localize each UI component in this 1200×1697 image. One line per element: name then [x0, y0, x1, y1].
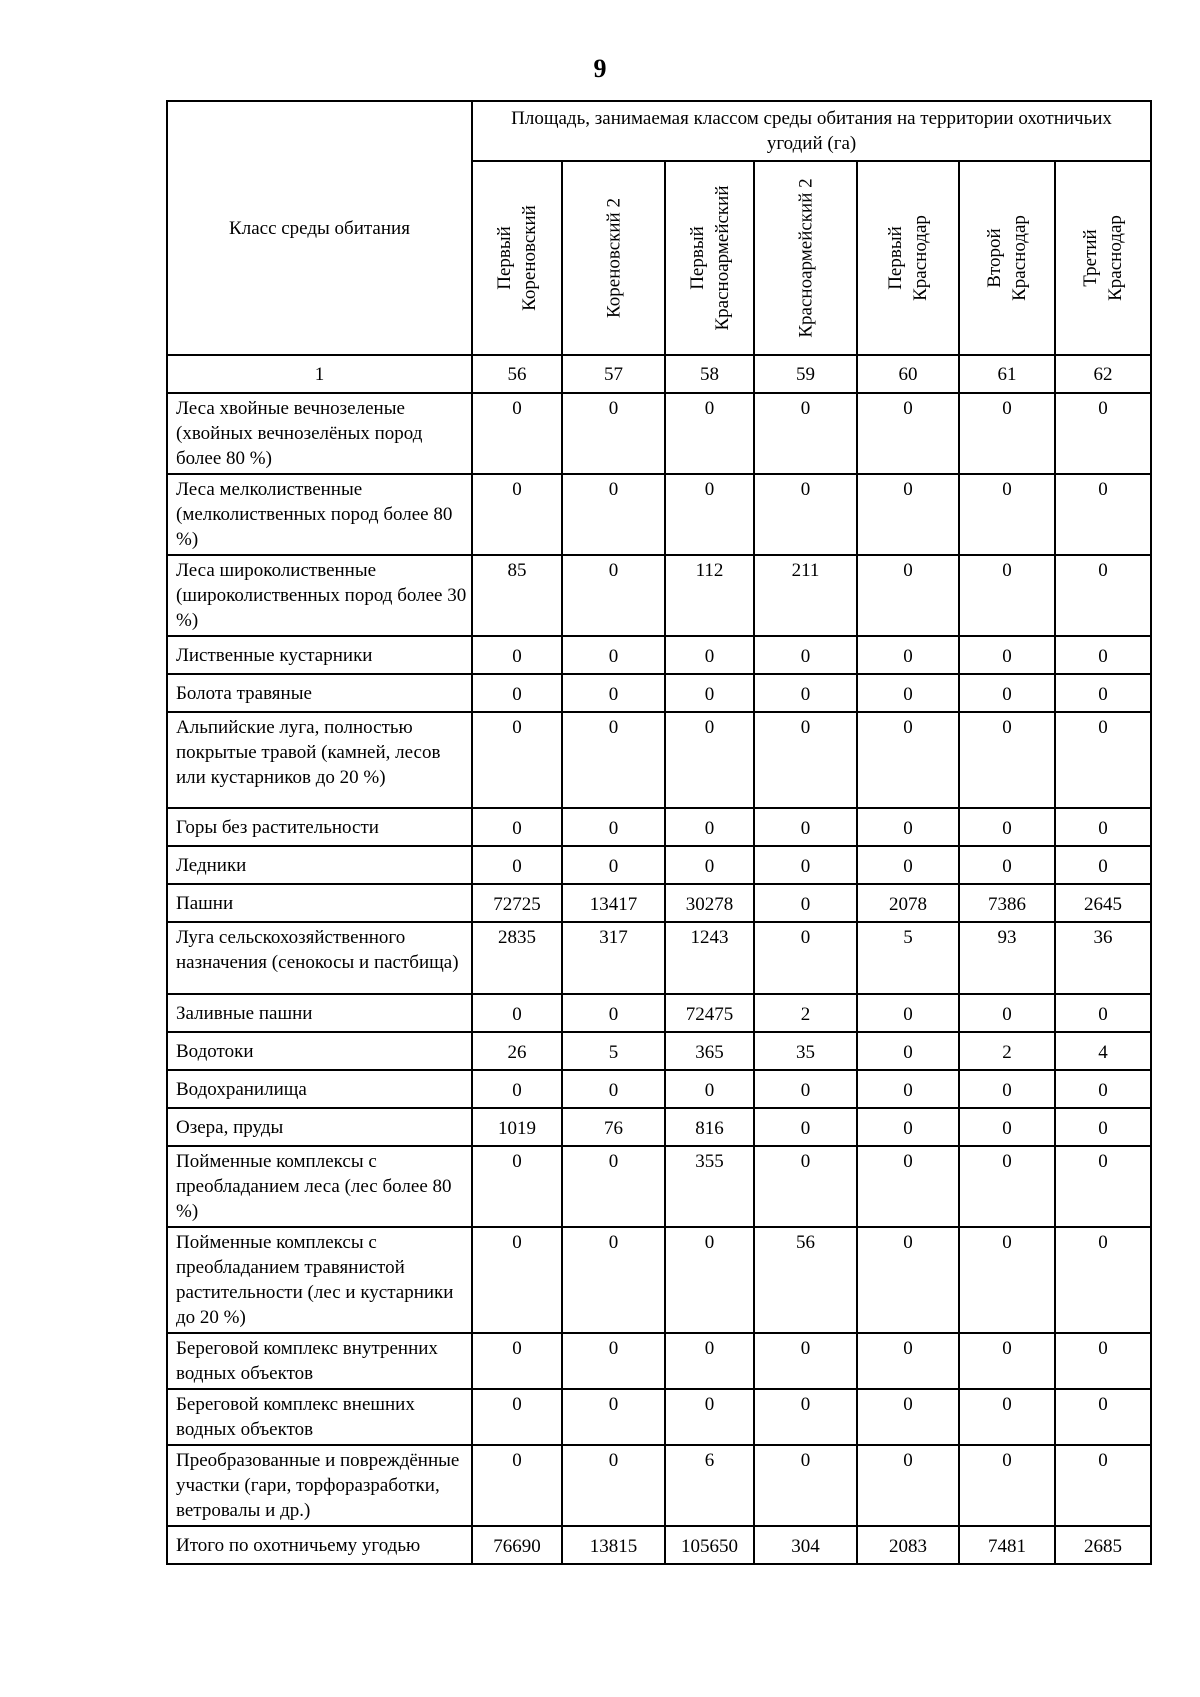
area-value-cell: 4 — [1055, 1032, 1151, 1070]
area-value-cell: 2083 — [857, 1526, 959, 1564]
table-row — [167, 555, 1151, 636]
area-value-cell: 0 — [959, 393, 1055, 474]
area-value-cell: 0 — [562, 1389, 665, 1445]
column-number-cell: 1 — [167, 355, 472, 393]
habitat-class-label: Ледники — [167, 846, 472, 884]
area-value-cell: 1243 — [665, 922, 754, 994]
area-value-cell: 93 — [959, 922, 1055, 994]
column-header — [857, 161, 959, 355]
area-value-cell: 2078 — [857, 884, 959, 922]
area-value-cell: 0 — [472, 393, 562, 474]
area-value-cell: 0 — [754, 1333, 857, 1389]
area-value-cell: 304 — [754, 1526, 857, 1564]
habitat-class-label: Леса хвойные вечнозеленые (хвойных вечнозелёных пород более 80 %) — [167, 393, 472, 474]
class-header: Класс среды обитания — [167, 101, 472, 355]
area-value-cell: 0 — [562, 1333, 665, 1389]
area-value-cell: 0 — [1055, 808, 1151, 846]
area-value-cell: 85 — [472, 555, 562, 636]
table-row — [167, 1108, 1151, 1146]
area-value-cell: 0 — [562, 808, 665, 846]
area-value-cell: 0 — [857, 1389, 959, 1445]
area-value-cell: 0 — [1055, 393, 1151, 474]
table-row — [167, 1032, 1151, 1070]
area-value-cell: 105650 — [665, 1526, 754, 1564]
column-number-cell: 56 — [472, 355, 562, 393]
area-value-cell: 0 — [562, 1227, 665, 1333]
area-value-cell: 0 — [472, 1070, 562, 1108]
area-value-cell: 0 — [1055, 474, 1151, 555]
area-value-cell: 0 — [959, 712, 1055, 808]
area-value-cell: 0 — [1055, 846, 1151, 884]
area-value-cell: 0 — [472, 1445, 562, 1526]
area-value-cell: 7481 — [959, 1526, 1055, 1564]
area-value-cell: 0 — [959, 1108, 1055, 1146]
habitat-class-label: Преобразованные и повреждённые участки (гари, торфоразработки, ветровалы и др.) — [167, 1445, 472, 1526]
area-value-cell: 0 — [754, 1070, 857, 1108]
area-value-cell: 0 — [562, 846, 665, 884]
area-value-cell: 0 — [857, 1146, 959, 1227]
area-value-cell: 0 — [562, 474, 665, 555]
habitat-class-label: Альпийские луга, полностью покрытые травой (камней, лесов или кустарников до 20 %) — [167, 712, 472, 808]
area-value-cell: 0 — [665, 393, 754, 474]
habitat-class-label: Береговой комплекс внутренних водных объектов — [167, 1333, 472, 1389]
area-value-cell: 0 — [857, 1333, 959, 1389]
area-value-cell: 7386 — [959, 884, 1055, 922]
table-row — [167, 1227, 1151, 1333]
area-value-cell: 72725 — [472, 884, 562, 922]
area-value-cell: 0 — [754, 712, 857, 808]
area-value-cell: 0 — [857, 1108, 959, 1146]
area-value-cell: 0 — [472, 474, 562, 555]
area-value-cell: 0 — [665, 674, 754, 712]
area-value-cell: 0 — [1055, 1227, 1151, 1333]
area-value-cell: 211 — [754, 555, 857, 636]
area-value-cell: 0 — [472, 636, 562, 674]
column-header-label — [492, 205, 542, 311]
area-value-cell: 36 — [1055, 922, 1151, 994]
area-value-cell: 0 — [754, 808, 857, 846]
area-value-cell: 30278 — [665, 884, 754, 922]
area-value-cell: 0 — [562, 636, 665, 674]
column-header-line2: Краснодар — [910, 215, 931, 301]
area-value-cell: 0 — [959, 846, 1055, 884]
habitat-class-label: Леса широколиственные (широколиственных пород более 30 %) — [167, 555, 472, 636]
habitat-class-label: Пашни — [167, 884, 472, 922]
area-value-cell: 0 — [665, 1333, 754, 1389]
habitat-class-label: Болота травяные — [167, 674, 472, 712]
area-value-cell: 0 — [472, 1389, 562, 1445]
habitat-class-label: Озера, пруды — [167, 1108, 472, 1146]
column-header-label — [793, 178, 818, 337]
habitat-class-label: Пойменные комплексы с преобладанием травянистой растительности (лес и кустарники до 20 %) — [167, 1227, 472, 1333]
area-value-cell: 0 — [754, 636, 857, 674]
area-value-cell: 0 — [857, 555, 959, 636]
area-value-cell: 0 — [857, 712, 959, 808]
habitat-class-label: Луга сельскохозяйственного назначения (сенокосы и пастбища) — [167, 922, 472, 994]
area-header: Площадь, занимаемая классом среды обитания на территории охотничьих угодий (га) — [472, 101, 1151, 161]
area-value-cell: 1019 — [472, 1108, 562, 1146]
column-header — [562, 161, 665, 355]
column-header-line1: Второй — [984, 228, 1005, 288]
area-value-cell: 0 — [1055, 555, 1151, 636]
column-header — [472, 161, 562, 355]
area-value-cell: 13417 — [562, 884, 665, 922]
area-value-cell: 0 — [472, 1146, 562, 1227]
area-value-cell: 2 — [754, 994, 857, 1032]
area-value-cell: 0 — [472, 712, 562, 808]
area-value-cell: 0 — [959, 1389, 1055, 1445]
column-number-cell: 57 — [562, 355, 665, 393]
habitat-area-table — [166, 100, 1152, 1565]
area-value-cell: 0 — [665, 846, 754, 884]
table-row — [167, 846, 1151, 884]
column-number-cell: 62 — [1055, 355, 1151, 393]
table-row — [167, 994, 1151, 1032]
area-value-cell: 5 — [857, 922, 959, 994]
table-row — [167, 808, 1151, 846]
area-value-cell: 0 — [959, 1227, 1055, 1333]
table-row — [167, 1333, 1151, 1389]
area-value-cell: 0 — [959, 636, 1055, 674]
area-value-cell: 0 — [857, 846, 959, 884]
area-value-cell: 0 — [754, 884, 857, 922]
area-value-cell: 0 — [857, 1227, 959, 1333]
table-row — [167, 1389, 1151, 1445]
area-value-cell: 0 — [1055, 994, 1151, 1032]
area-value-cell: 0 — [754, 393, 857, 474]
area-value-cell: 0 — [754, 846, 857, 884]
habitat-class-label: Итого по охотничьему угодью — [167, 1526, 472, 1564]
table-row — [167, 884, 1151, 922]
column-header-line1: Первый — [494, 226, 515, 290]
column-header-line1: Красноармейский 2 — [795, 178, 816, 338]
column-header-label — [1078, 215, 1128, 301]
area-value-cell: 0 — [472, 994, 562, 1032]
area-value-cell: 2 — [959, 1032, 1055, 1070]
column-header — [754, 161, 857, 355]
table-row — [167, 1146, 1151, 1227]
area-value-cell: 0 — [959, 555, 1055, 636]
area-value-cell: 0 — [665, 474, 754, 555]
area-value-cell: 76 — [562, 1108, 665, 1146]
habitat-class-label: Береговой комплекс внешних водных объектов — [167, 1389, 472, 1445]
area-value-cell: 0 — [665, 1070, 754, 1108]
column-header — [665, 161, 754, 355]
area-value-cell: 76690 — [472, 1526, 562, 1564]
column-number-cell: 59 — [754, 355, 857, 393]
area-value-cell: 0 — [857, 636, 959, 674]
area-value-cell: 0 — [754, 1146, 857, 1227]
area-value-cell: 0 — [857, 474, 959, 555]
area-value-cell: 0 — [959, 1333, 1055, 1389]
area-value-cell: 365 — [665, 1032, 754, 1070]
area-value-cell: 0 — [959, 1146, 1055, 1227]
area-value-cell: 0 — [857, 1445, 959, 1526]
area-value-cell: 0 — [959, 808, 1055, 846]
table-row — [167, 393, 1151, 474]
habitat-class-label: Заливные пашни — [167, 994, 472, 1032]
column-header-label — [982, 215, 1032, 301]
area-value-cell: 5 — [562, 1032, 665, 1070]
area-value-cell: 0 — [857, 1070, 959, 1108]
area-value-cell: 0 — [959, 994, 1055, 1032]
area-value-cell: 0 — [857, 994, 959, 1032]
area-value-cell: 0 — [959, 474, 1055, 555]
table-row — [167, 636, 1151, 674]
table-row — [167, 922, 1151, 994]
area-value-cell: 0 — [562, 712, 665, 808]
column-number-row — [167, 355, 1151, 393]
table-row — [167, 1445, 1151, 1526]
column-header — [1055, 161, 1151, 355]
area-value-cell: 0 — [472, 674, 562, 712]
area-value-cell: 0 — [472, 846, 562, 884]
area-value-cell: 6 — [665, 1445, 754, 1526]
area-value-cell: 0 — [857, 674, 959, 712]
table-row — [167, 1070, 1151, 1108]
area-value-cell: 0 — [1055, 1070, 1151, 1108]
area-value-cell: 0 — [959, 1070, 1055, 1108]
column-header-line1: Кореновский 2 — [603, 198, 624, 318]
area-value-cell: 0 — [857, 393, 959, 474]
table-row — [167, 712, 1151, 808]
area-value-cell: 0 — [1055, 636, 1151, 674]
area-value-cell: 0 — [1055, 1146, 1151, 1227]
area-value-cell: 0 — [1055, 1333, 1151, 1389]
column-header-line2: Красноармейский — [711, 185, 733, 331]
table-row — [167, 474, 1151, 555]
area-value-cell: 112 — [665, 555, 754, 636]
table-row — [167, 674, 1151, 712]
area-value-cell: 0 — [562, 393, 665, 474]
area-value-cell: 0 — [1055, 1445, 1151, 1526]
area-value-cell: 0 — [665, 1227, 754, 1333]
column-header-label — [883, 215, 933, 301]
area-value-cell: 0 — [665, 1389, 754, 1445]
area-value-cell: 35 — [754, 1032, 857, 1070]
area-value-cell: 0 — [1055, 1389, 1151, 1445]
area-value-cell: 2645 — [1055, 884, 1151, 922]
column-header-label — [685, 186, 735, 331]
column-header-line2: Краснодар — [1009, 215, 1030, 301]
area-value-cell: 0 — [665, 808, 754, 846]
area-value-cell: 0 — [1055, 712, 1151, 808]
area-value-cell: 26 — [472, 1032, 562, 1070]
page-number: 9 — [593, 54, 607, 83]
area-value-cell: 0 — [665, 712, 754, 808]
habitat-class-label: Горы без растительности — [167, 808, 472, 846]
area-value-cell: 0 — [754, 474, 857, 555]
habitat-class-label: Водотоки — [167, 1032, 472, 1070]
area-value-cell: 0 — [754, 674, 857, 712]
column-header-label — [601, 198, 626, 318]
habitat-class-label: Лиственные кустарники — [167, 636, 472, 674]
area-value-cell: 13815 — [562, 1526, 665, 1564]
column-header-line2: Кореновский — [519, 205, 540, 311]
column-header-line1: Третий — [1080, 229, 1102, 287]
column-number-cell: 60 — [857, 355, 959, 393]
column-header-line1: Первый — [686, 226, 708, 290]
area-value-cell: 2685 — [1055, 1526, 1151, 1564]
area-value-cell: 0 — [1055, 1108, 1151, 1146]
area-value-cell: 0 — [959, 674, 1055, 712]
area-value-cell: 0 — [665, 636, 754, 674]
area-value-cell: 2835 — [472, 922, 562, 994]
column-header — [959, 161, 1055, 355]
area-value-cell: 0 — [754, 1108, 857, 1146]
area-value-cell: 0 — [562, 1070, 665, 1108]
area-value-cell: 0 — [754, 1445, 857, 1526]
column-header-line1: Первый — [885, 226, 906, 290]
habitat-class-label: Водохранилища — [167, 1070, 472, 1108]
area-value-cell: 0 — [472, 1333, 562, 1389]
habitat-class-label: Леса мелколиственные (мелколиственных пород более 80 %) — [167, 474, 472, 555]
area-value-cell: 0 — [562, 1146, 665, 1227]
area-value-cell: 0 — [754, 1389, 857, 1445]
area-value-cell: 816 — [665, 1108, 754, 1146]
area-value-cell: 0 — [562, 994, 665, 1032]
table-body — [167, 393, 1151, 1564]
area-value-cell: 56 — [754, 1227, 857, 1333]
area-value-cell: 0 — [562, 1445, 665, 1526]
area-value-cell: 0 — [1055, 674, 1151, 712]
column-number-cell: 58 — [665, 355, 754, 393]
area-value-cell: 0 — [562, 674, 665, 712]
area-value-cell: 0 — [959, 1445, 1055, 1526]
column-header-line2: Краснодар — [1105, 215, 1127, 301]
area-value-cell: 0 — [857, 1032, 959, 1070]
area-value-cell: 0 — [857, 808, 959, 846]
table-row — [167, 1526, 1151, 1564]
area-value-cell: 72475 — [665, 994, 754, 1032]
area-value-cell: 0 — [472, 1227, 562, 1333]
column-number-cell: 61 — [959, 355, 1055, 393]
area-value-cell: 355 — [665, 1146, 754, 1227]
area-value-cell: 317 — [562, 922, 665, 994]
habitat-class-label: Пойменные комплексы с преобладанием леса (лес более 80 %) — [167, 1146, 472, 1227]
area-value-cell: 0 — [562, 555, 665, 636]
area-value-cell: 0 — [472, 808, 562, 846]
area-value-cell: 0 — [754, 922, 857, 994]
